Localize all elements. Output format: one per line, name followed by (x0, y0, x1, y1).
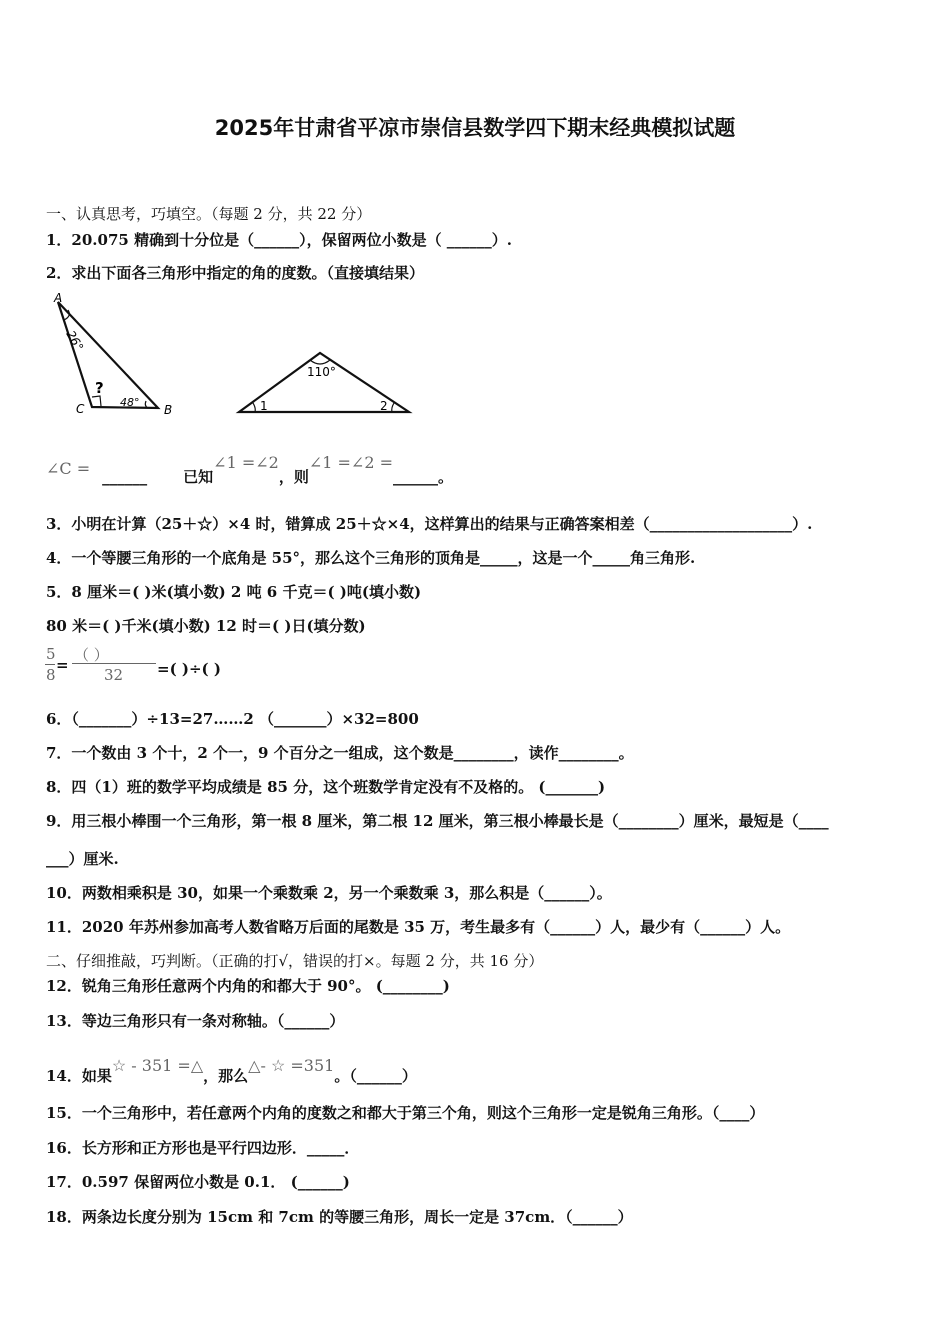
question-4: 4．一个等腰三角形的一个底角是 55°，那么这个三角形的顶角是_____，这是一个_____角三角形. (46, 549, 696, 567)
q14-prefix: 14．如果 (46, 1067, 112, 1085)
fraction-equals: = (56, 656, 69, 674)
question-9a: 9．用三根小棒围一个三角形，第一根 8 厘米，第二根 12 厘米，第三根小棒最长是（________）厘米，最短是（____ (46, 812, 829, 830)
angle-2-label: 2 (380, 399, 388, 413)
question-6: 6．（_______）÷13=27……2 （_______）×32=800 (46, 710, 419, 728)
question-12: 12．锐角三角形任意两个内角的和都大于 90°。 (________) (46, 977, 450, 995)
vertex-a-label: A (54, 292, 63, 305)
angle-26-label: 26° (63, 328, 87, 354)
page-title: 2025年甘肃省平凉市崇信县数学四下期末经典模拟试题 (214, 116, 736, 140)
q14-expression-2: △- ☆ =351 (248, 1056, 335, 1075)
question-7: 7．一个数由 3 个十，2 个一，9 个百分之一组成，这个数是________，读作________。 (46, 744, 634, 762)
question-16: 16．长方形和正方形也是平行四边形．_____． (46, 1139, 360, 1157)
fraction-division: =( )÷( ) (157, 660, 221, 678)
section-1-heading: 一、认真思考，巧填空。（每题 2 分，共 22 分） (46, 205, 372, 223)
question-14 (46, 1056, 417, 1086)
angle-c-blank: ______ (102, 468, 148, 486)
question-3: 3．小明在计算（25＋☆）×4 时，错算成 25＋☆×4，这样算出的结果与正确答案相差（___________________）. (46, 515, 813, 533)
triangle-1-shape (58, 302, 158, 408)
question-9b: ___）厘米. (46, 850, 119, 868)
question-1: 1．20.075 精确到十分位是（______），保留两位小数是（ ______）. (46, 231, 513, 249)
question-8: 8．四（1）班的数学平均成绩是 85 分，这个班数学肯定没有不及格的。 (_______) (46, 778, 606, 796)
question-18: 18．两条边长度分别为 15cm 和 7cm 的等腰三角形，周长一定是 37cm．（______） (46, 1208, 633, 1226)
fraction-blank-numerator: （ ） (74, 646, 109, 664)
triangle-figure-2 (232, 344, 417, 420)
question-2: 2．求出下面各三角形中指定的角的度数。（直接填结果） (46, 264, 424, 282)
angle-c-expression: ∠C = (46, 459, 91, 478)
question-10: 10．两数相乘积是 30，如果一个乘数乘 2，另一个乘数乘 3，那么积是（______）。 (46, 884, 612, 902)
triangle-figure-1 (46, 292, 186, 422)
then-label: ，则 (278, 468, 309, 486)
fraction-denominator-32: 32 (104, 666, 124, 684)
q14-expression-1: ☆ - 351 =△ (111, 1056, 204, 1075)
question-13: 13．等边三角形只有一条对称轴。（______） (46, 1012, 345, 1030)
angle-110-label: 110° (307, 365, 336, 379)
fraction-denominator: 8 (46, 666, 56, 684)
angle-blank: ______。 (393, 468, 454, 486)
question-5a: 5．8 厘米＝( )米(填小数) 2 吨 6 千克＝( )吨(填小数) (46, 583, 422, 601)
unknown-angle-label: ? (95, 379, 104, 397)
question-5b: 80 米＝( )千米(填小数) 12 时＝( )日(填分数) (46, 617, 366, 635)
question-2-answers (46, 453, 453, 487)
q14-suffix: 。（______） (334, 1067, 417, 1085)
angle-1-label: 1 (260, 399, 268, 413)
known-label: 已知 (183, 468, 214, 486)
fraction-numerator: 5 (46, 645, 56, 663)
question-15: 15．一个三角形中，若任意两个内角的度数之和都大于第三个角，则这个三角形一定是锐角三角形。（____） (46, 1104, 765, 1122)
question-17: 17．0.597 保留两位小数是 0.1． (______) (46, 1173, 350, 1191)
vertex-b-label: B (164, 403, 173, 417)
question-11: 11．2020 年苏州参加高考人数省略万后面的尾数是 35 万，考生最多有（______）人，最少有（______）人。 (46, 918, 791, 936)
q14-middle: ，那么 (203, 1067, 249, 1085)
vertex-c-label: C (76, 402, 85, 416)
section-2-heading: 二、仔细推敲，巧判断。（正确的打√，错误的打×。每题 2 分，共 16 分） (46, 952, 544, 970)
angle-48-label: 48° (120, 396, 140, 409)
angle-expression: ∠1 =∠2 = (308, 453, 393, 472)
angle-condition: ∠1 =∠2 (213, 453, 279, 472)
